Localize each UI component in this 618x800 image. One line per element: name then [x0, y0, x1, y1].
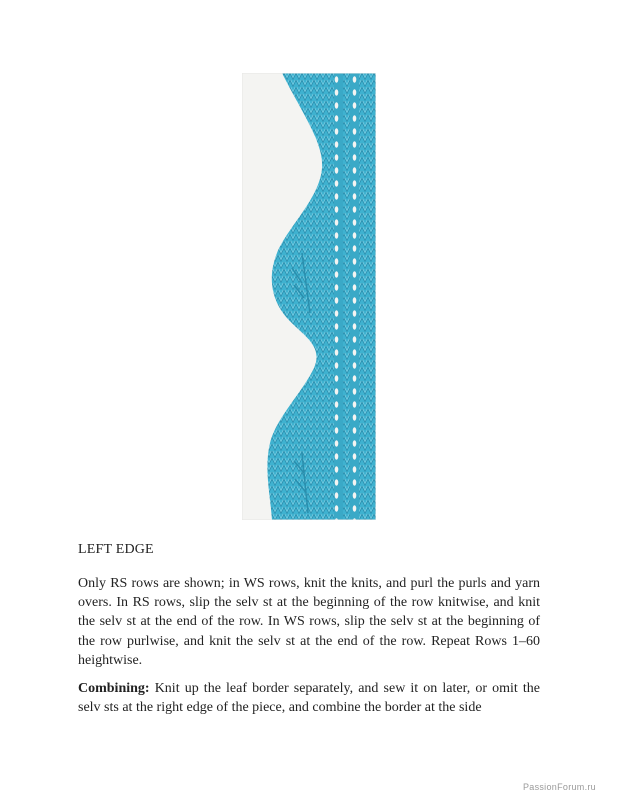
instructions-paragraph: Only RS rows are shown; in WS rows, knit the knits, and purl the purls and yarn overs. In RS rows, slip the selv st at the beginning of the row knitwise, and knit the selv st at the end of the row. In WS rows, slip the selv st at the beginning of the row purlwise, and knit the selv st at the end of the row. Repeat Rows 1–60 heightwise.: [78, 576, 540, 668]
combining-paragraph: [78, 679, 540, 717]
section-heading: LEFT EDGE: [78, 542, 154, 557]
combining-text: Knit up the leaf border separately, and sew it on later, or omit the selv sts at the right edge of the piece, and combine the border at the side: [78, 681, 540, 716]
knitted-border-photo: [242, 73, 376, 520]
lace-column-right: [350, 73, 359, 520]
knitted-leaf-border-photo-icon: [242, 73, 376, 520]
watermark: PassionForum.ru: [522, 782, 596, 792]
combining-label: Combining:: [78, 681, 150, 696]
knit-fabric: [267, 73, 376, 520]
lace-column-left: [334, 73, 343, 520]
